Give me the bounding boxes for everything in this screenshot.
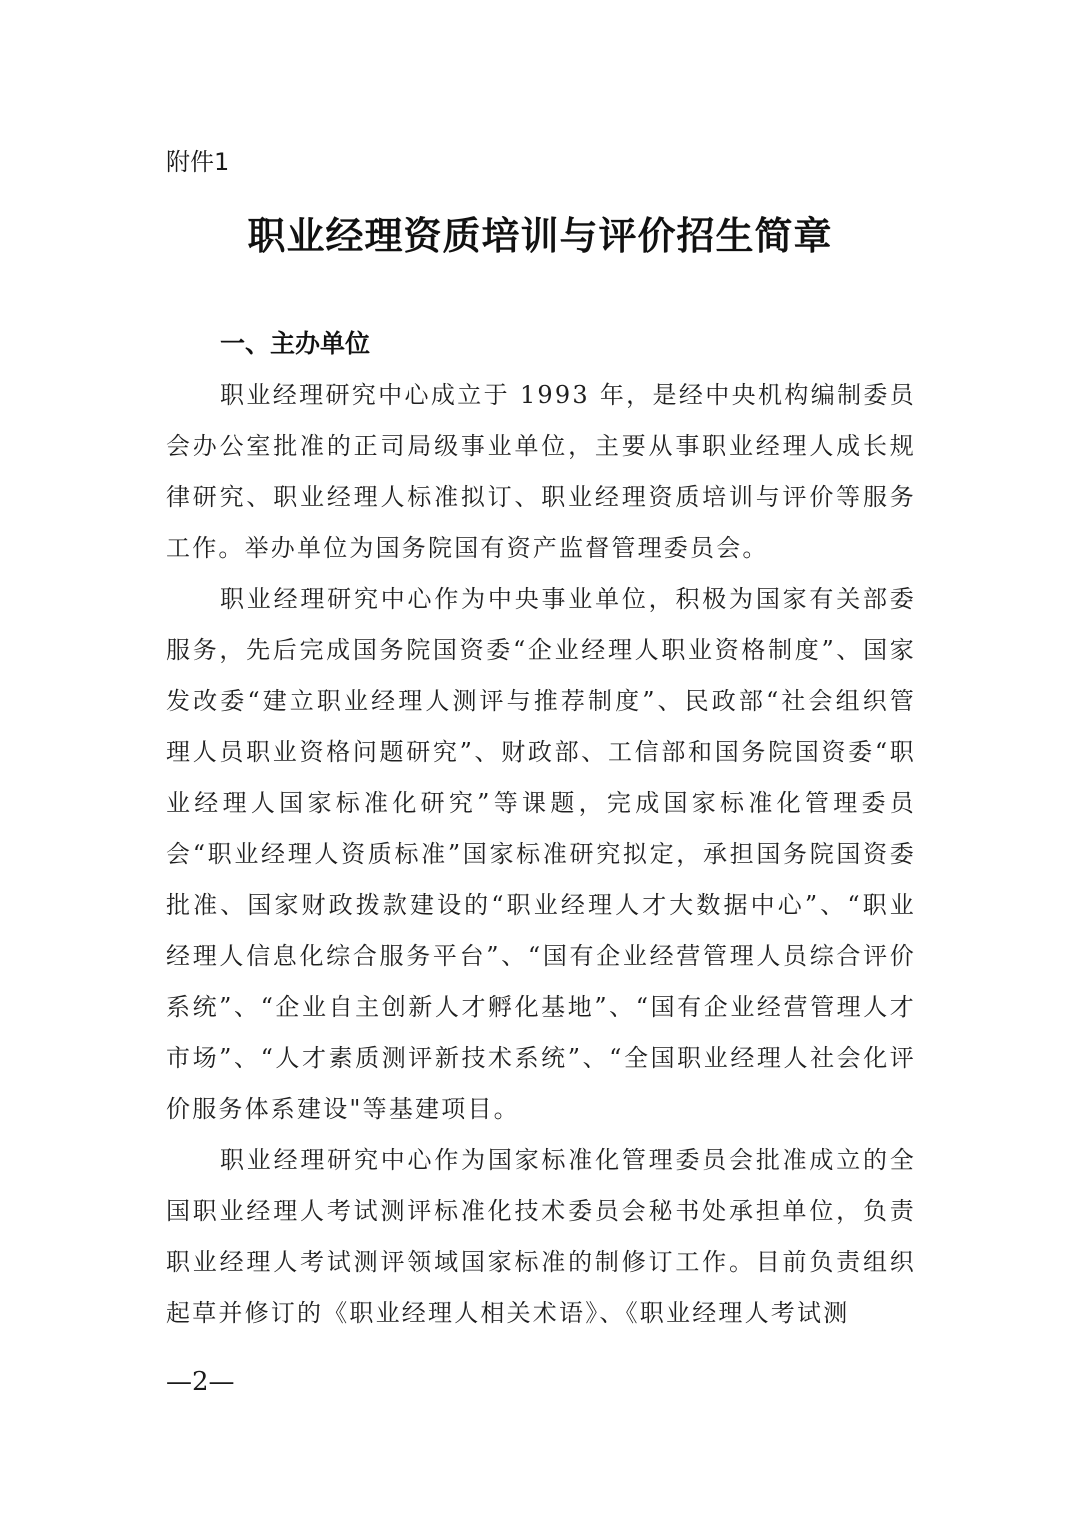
page-number: —2— <box>166 1367 235 1397</box>
document-title: 职业经理资质培训与评价招生简章 <box>247 214 833 258</box>
document-body <box>166 318 916 1339</box>
paragraph-projects: 职业经理研究中心作为中央事业单位，积极为国家有关部委服务，先后完成国务院国资委“企业经理人职业资格制度”、国家发改委“建立职业经理人测评与推荐制度”、民政部“社会组织管理人员职业资格问题研究”、财政部、工信部和国务院国资委“职业经理人国家标准化研究”等课题，完成国家标准化管理委员会“职业经理人资质标准”国家标准研究拟定，承担国务院国资委批准、国家财政拨款建设的“职业经理人才大数据中心”、“职业经理人信息化综合服务平台”、“国有企业经营管理人员综合评价系统”、“企业自主创新人才孵化基地”、“国有企业经营管理人才市场”、“人才素质测评新技术系统”、“全国职业经理人社会化评价服务体系建设"等基建项目。 <box>166 585 916 1123</box>
paragraph-standards: 职业经理研究中心作为国家标准化管理委员会批准成立的全国职业经理人考试测评标准化技术委员会秘书处承担单位，负责职业经理人考试测评领域国家标准的制修订工作。目前负责组织起草并修订的《职业经理人相关术语》、《职业经理人考试测 <box>166 1146 916 1327</box>
paragraph-intro: 职业经理研究中心成立于 1993 年，是经中央机构编制委员会办公室批准的正司局级事业单位，主要从事职业经理人成长规律研究、职业经理人标准拟订、职业经理资质培训与评价等服务工作。举办单位为国务院国有资产监督管理委员会。 <box>166 381 916 562</box>
section-heading-organizer: 一、主办单位 <box>220 329 371 358</box>
attachment-label: 附件1 <box>166 148 230 176</box>
